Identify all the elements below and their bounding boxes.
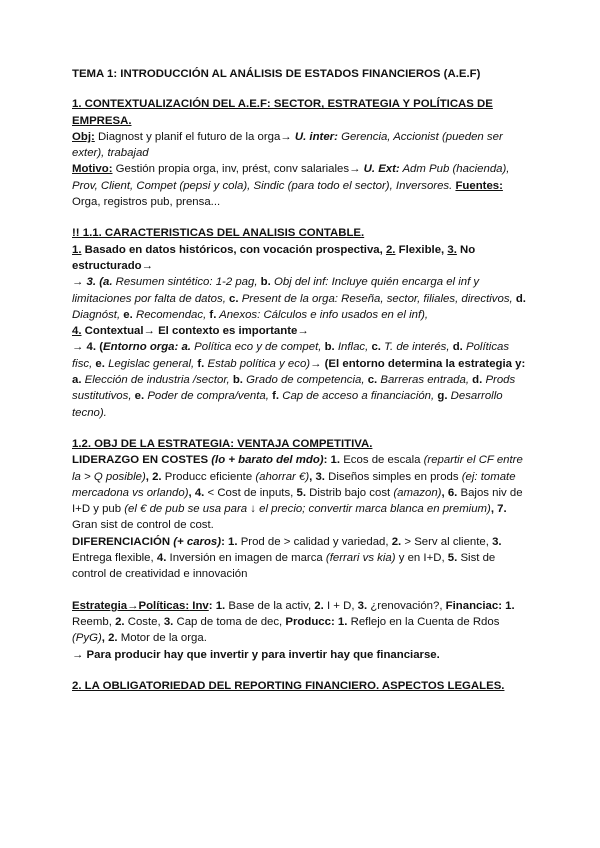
document-title: TEMA 1: INTRODUCCIÓN AL ANÁLISIS DE ESTADOS FINANCIEROS (A.E.F) [72, 68, 481, 80]
caracteristicas-line-2: → 3. (a. Resumen sintético: 1-2 pag, b. Obj del inf: Incluye quién encarga el inf y limitaciones por falta de datos, c. Present de la orga: Reseña, sector, filiales, directivos, d. Diagnóst, e. Recomendac, f. Anexos: Cálculos e info usados en el inf), [72, 276, 526, 321]
u-ext-label: U. Ext: [363, 163, 400, 176]
document-page [72, 66, 532, 709]
estrategia-paragraph: Estrategia→Políticas: Inv: 1. Base de la activ, 2. I + D, 3. ¿renovación?, Financiac: 1. Reemb, 2. Coste, 3. Cap de toma de dec, Producc: 1. Reflejo en la Cuenta de Rdos (PyG), 2. Motor de la orga. [72, 599, 515, 645]
diferenciacion-label: DIFERENCIACIÓN [72, 535, 171, 548]
obj-label: Obj: [72, 130, 95, 143]
section-1-heading: 1. CONTEXTUALIZACIÓN DEL A.E.F: SECTOR, ESTRATEGIA Y POLÍTICAS DE EMPRESA. [72, 98, 493, 127]
u-inter-label: U. inter: [294, 130, 338, 143]
caracteristicas-line-3: 4. Contextual→ El contexto es importante→ [72, 325, 309, 338]
section-2-heading: 2. LA OBLIGATORIEDAD DEL REPORTING FINANCIERO. ASPECTOS LEGALES. [72, 679, 505, 692]
motivo-paragraph: Motivo: Gestión propia orga, inv, prést, conv salariales→ U. Ext: Adm Pub (hacienda), Prov, Client, Compet (pepsi y cola), Sindic (para todo el sector), Inversores. Fuentes: Orga, registros pub, prensa... [72, 163, 510, 209]
conclusion-line: → Para producir hay que invertir y para invertir hay que financiarse. [72, 648, 440, 661]
fuentes-label: Fuentes: [455, 179, 503, 192]
section-1-1-heading: !! 1.1. CARACTERISTICAS DEL ANALISIS CONTABLE. [72, 227, 365, 240]
liderazgo-label: LIDERAZGO EN COSTES [72, 454, 209, 467]
motivo-label: Motivo: [72, 163, 113, 176]
caracteristicas-line-4: → 4. (Entorno orga: a. Política eco y de compet, b. Inflac, c. T. de interés, d. Políticas fisc, e. Legislac general, f. Estab política y eco)→ (El entorno determina la estrategia y: a. Elección de industria /sector, b. Grado de competencia, c. Barreras entrada, d. Prods sustitutivos, e. Poder de compra/venta, f. Cap de acceso a financiación, g. Desarrollo tecno). [72, 341, 526, 419]
section-1-1 [72, 225, 532, 421]
section-1-2-heading: 1.2. OBJ DE LA ESTRATEGIA: VENTAJA COMPETITIVA. [72, 437, 373, 450]
obj-paragraph: Obj: Diagnost y planif el futuro de la orga→ U. inter: Gerencia, Accionist (pueden ser exter), trabajad [72, 130, 503, 160]
estrategia-label: Estrategia→Políticas: [72, 599, 190, 612]
estrategia-politicas [72, 598, 532, 663]
diferenciacion-paragraph: DIFERENCIACIÓN (+ caros): 1. Prod de > calidad y variedad, 2. > Serv al cliente, 3. Entrega flexible, 4. Inversión en imagen de marca (ferrari vs kia) y en I+D, 5. Sist de control de creatividad e innovación [72, 535, 502, 581]
liderazgo-paragraph: LIDERAZGO EN COSTES (lo + barato del mdo): 1. Ecos de escala (repartir el CF entre la > Q posible), 2. Producc eficiente (ahorrar €), 3. Diseños simples en prods (ej: tomate mercadona vs orlando), 4. < Cost de inputs, 5. Distrib bajo cost (amazon), 6. Bajos niv de I+D y pub (el € de pub se usa para ↓ el precio; convertir marca blanca en premium), 7. Gran sist de control de cost. [72, 454, 523, 532]
section-1 [72, 96, 532, 210]
section-2 [72, 678, 532, 694]
section-1-2 [72, 436, 532, 583]
caracteristicas-line-1: 1. Basado en datos históricos, con vocación prospectiva, 2. Flexible, 3. No estructurado→ [72, 243, 476, 272]
